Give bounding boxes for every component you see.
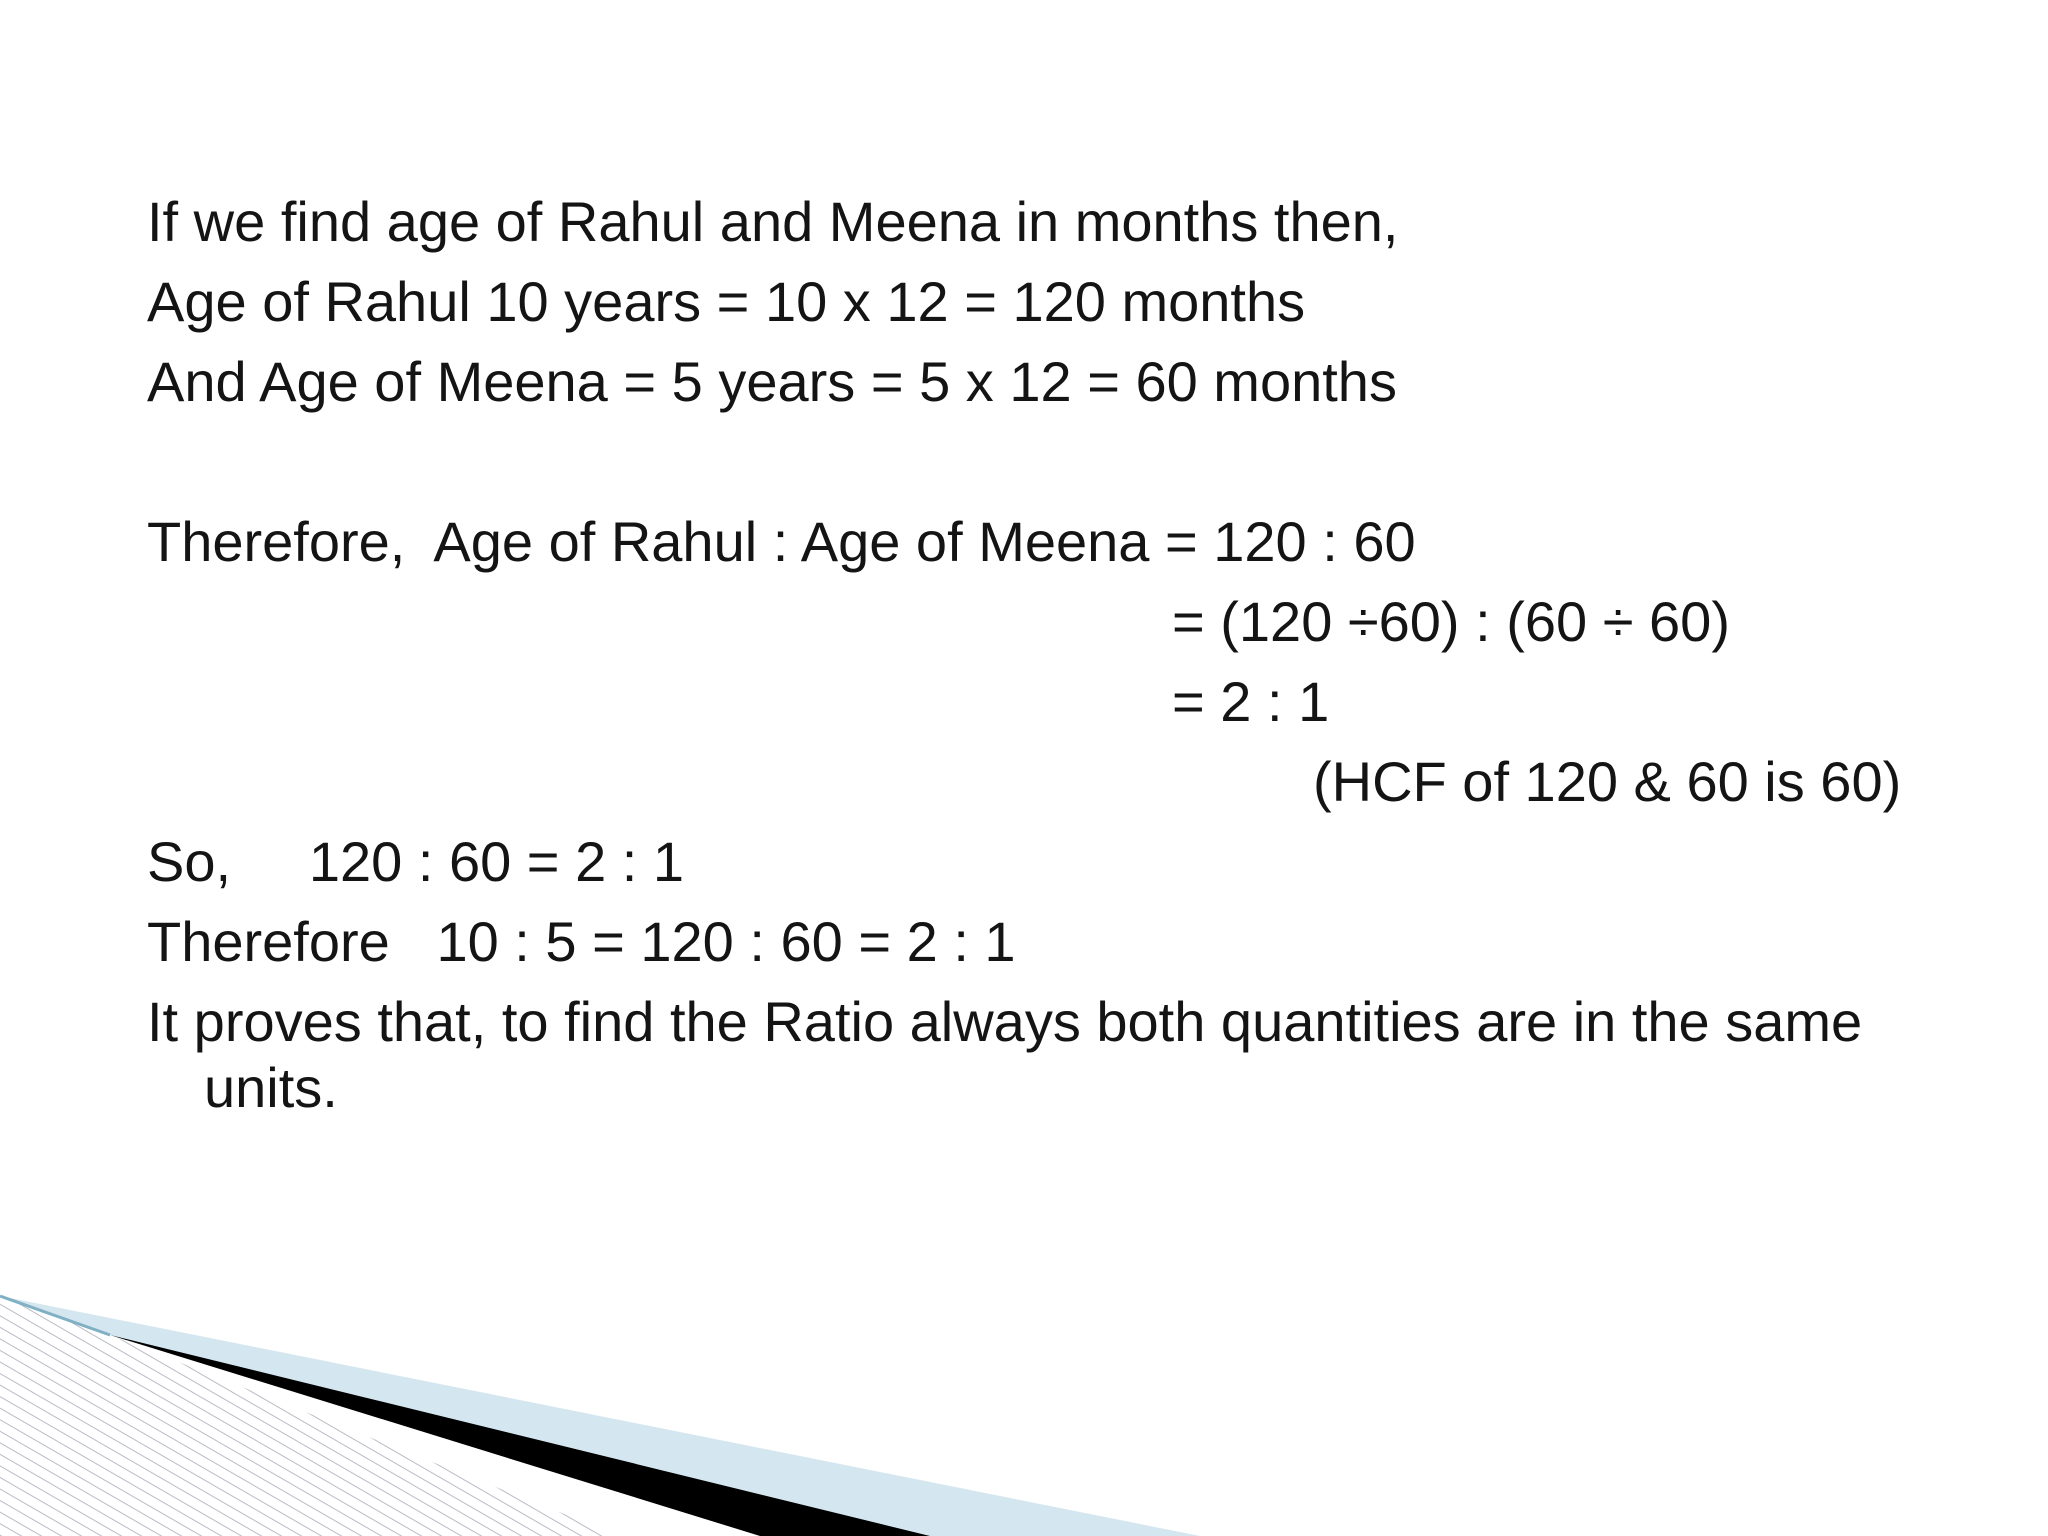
text-line-so: So, 120 : 60 = 2 : 1: [147, 830, 685, 893]
text-line-meena-age: And Age of Meena = 5 years = 5 x 12 = 60 months: [147, 350, 1397, 413]
text-line-conclusion-1: It proves that, to find the Ratio always both quantities are in the same: [147, 990, 1863, 1053]
text-line-therefore-chain: Therefore 10 : 5 = 120 : 60 = 2 : 1: [147, 910, 1016, 973]
text-line-ratio-result: = 2 : 1: [1172, 670, 1330, 733]
text-line-hcf-note: (HCF of 120 & 60 is 60): [1313, 750, 1902, 813]
text-line-rahul-age: Age of Rahul 10 years = 10 x 12 = 120 months: [147, 270, 1306, 333]
text-line-intro: If we find age of Rahul and Meena in months then,: [147, 190, 1399, 253]
text-line-ratio-statement: Therefore, Age of Rahul : Age of Meena = 120 : 60: [147, 510, 1416, 573]
text-line-ratio-division: = (120 ÷60) : (60 ÷ 60): [1172, 590, 1730, 653]
text-line-conclusion-2: units.: [204, 1056, 338, 1119]
